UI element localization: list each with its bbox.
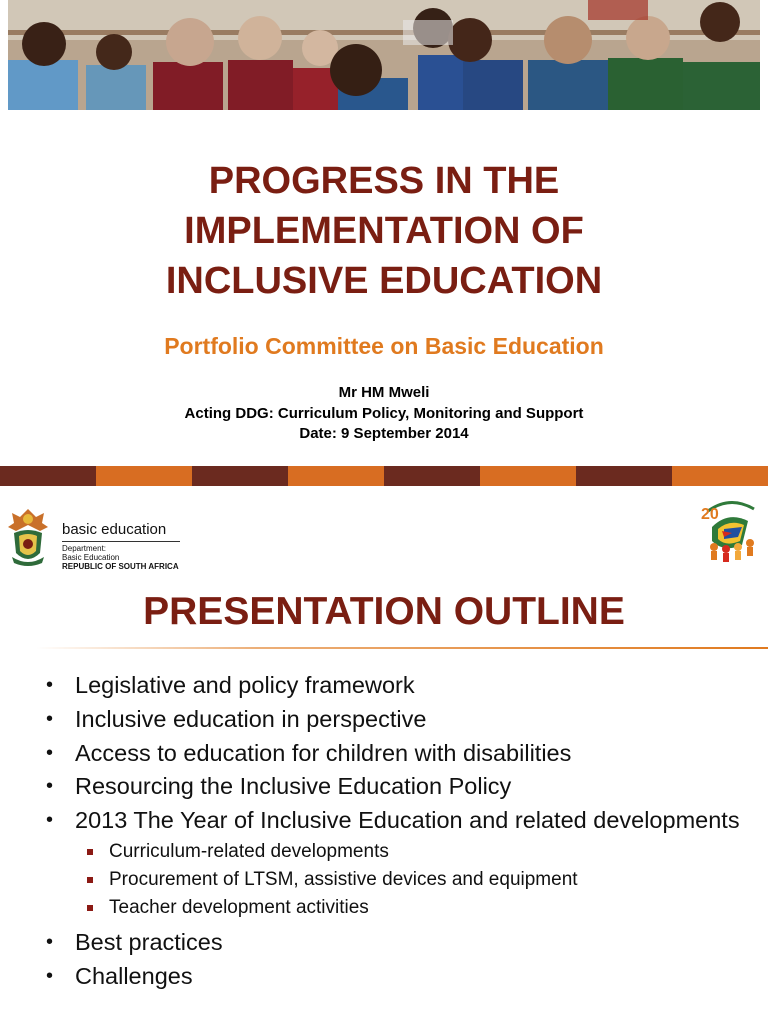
outline-title: PRESENTATION OUTLINE (143, 590, 625, 633)
presentation-date: Date: 9 September 2014 (299, 425, 469, 442)
sub-list-item: Curriculum-related developments (75, 838, 744, 866)
sub-list-item: Procurement of LTSM, assistive devices and equipment (75, 866, 744, 894)
students-photo-banner (8, 0, 760, 110)
students-photo (8, 0, 760, 110)
title-line: PROGRESS IN THE (208, 160, 560, 202)
list-item: • Access to education for children with disabilities (44, 739, 744, 767)
department-logo-text (62, 521, 180, 571)
slide-subtitle: Portfolio Committee on Basic Education (164, 333, 604, 359)
title-line: IMPLEMENTATION OF (184, 210, 584, 252)
slide-title (0, 156, 768, 306)
list-item: • Resourcing the Inclusive Education Policy (44, 772, 744, 800)
logo-main-text: basic education (62, 521, 167, 538)
twenty-years-freedom-logo (698, 497, 762, 565)
coat-of-arms-icon (6, 507, 50, 569)
outline-slide (0, 487, 768, 1024)
decorative-stripe (0, 466, 768, 486)
logo-line: Basic Education (62, 553, 120, 562)
title-underline (36, 647, 768, 649)
presenter-name: Mr HM Mweli (338, 384, 430, 401)
department-logo (6, 507, 181, 573)
logo-line: Department: (62, 544, 107, 553)
sub-list-item: Teacher development activities (75, 894, 744, 922)
outline-list (44, 671, 744, 996)
logo-divider (62, 541, 180, 542)
stripe-segment (576, 466, 672, 486)
sub-list (75, 838, 744, 922)
presenter-info (0, 383, 768, 445)
stripe-segment (192, 466, 288, 486)
list-item-text: 2013 The Year of Inclusive Education and related developments (75, 807, 740, 834)
stripe-segment (288, 466, 384, 486)
stripe-segment (480, 466, 576, 486)
list-item (44, 806, 744, 922)
list-item: • Challenges (44, 962, 744, 990)
presenter-role: Acting DDG: Curriculum Policy, Monitoring and Support (184, 404, 584, 422)
logo-line: REPUBLIC OF SOUTH AFRICA (62, 562, 179, 571)
title-line: INCLUSIVE EDUCATION (165, 260, 603, 302)
stripe-segment (0, 466, 96, 486)
stripe-segment (672, 466, 768, 486)
title-slide (0, 0, 768, 487)
stripe-segment (384, 466, 480, 486)
svg-text:20: 20 (701, 506, 719, 523)
list-item: • Inclusive education in perspective (44, 705, 744, 733)
stripe-segment (96, 466, 192, 486)
list-item: • Best practices (44, 928, 744, 956)
list-item: • Legislative and policy framework (44, 671, 744, 699)
freedom-anniversary-icon (698, 497, 762, 565)
